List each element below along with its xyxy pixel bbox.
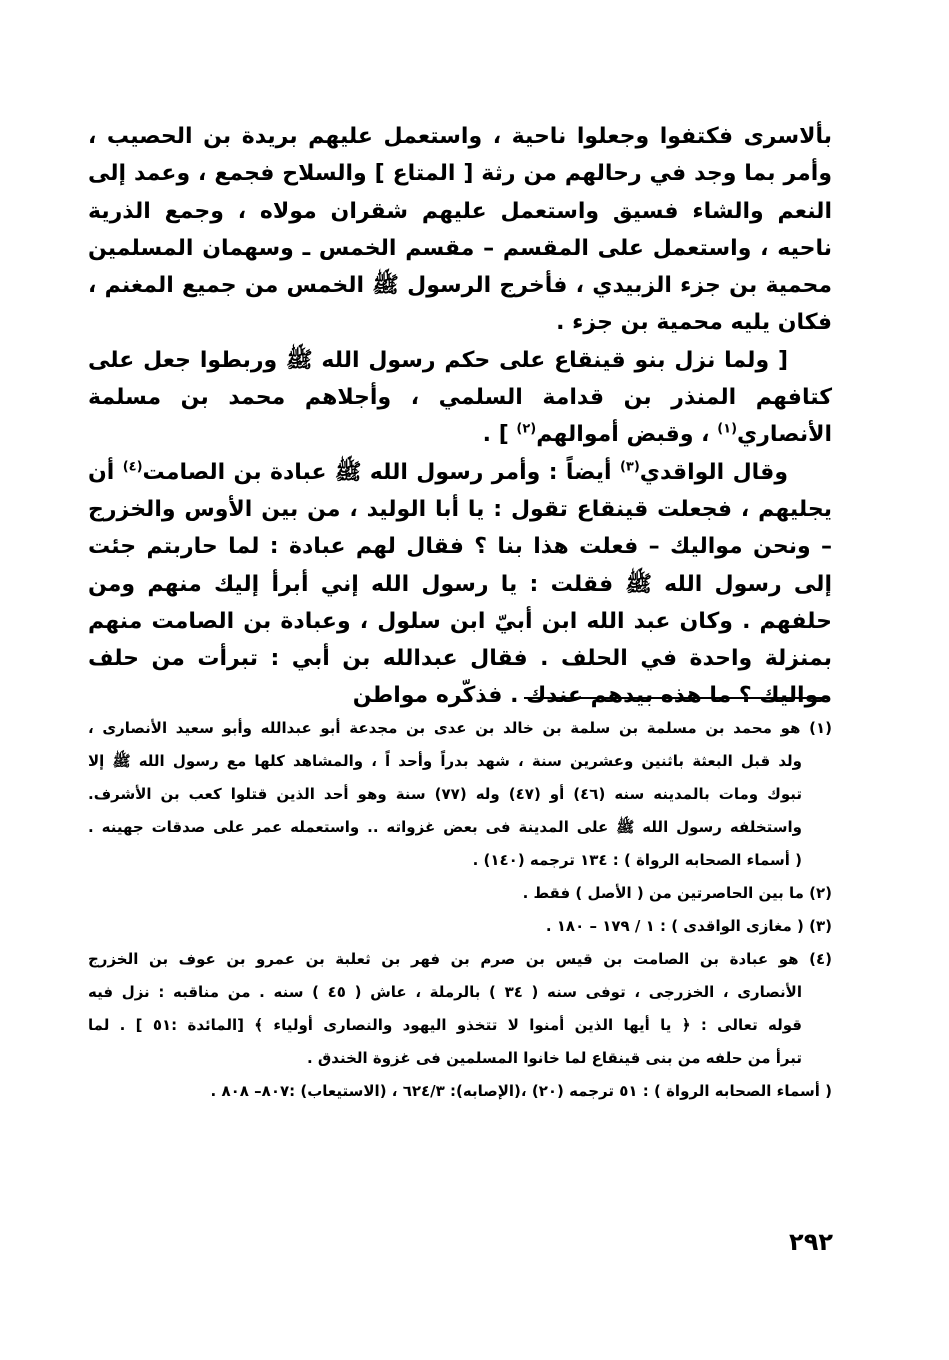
footnote-1-line-5: ( أسماء الصحابه الرواة ) : ١٣٤ ترجمه (١٤٠) . <box>472 851 802 869</box>
paragraph-2 <box>88 342 832 454</box>
footnote-4-line-3: قوله تعالى : ﴿ يا أيها الذين أمنوا لا تتخذو اليهود والنصارى أولياء ﴾ [المائدة :٥١ ] . لما <box>88 1016 802 1034</box>
paragraph-2-text-c: ] . <box>482 422 517 448</box>
footnote-4-line-4: تبرأ من حلفه من بنى قينقاع لما خانوا المسلمين فى غزوة الخندق . <box>306 1049 802 1067</box>
page-number: ٢٩٢ <box>789 1228 833 1256</box>
paragraph-3-text-c: أن يجليهم ، فجعلت قينقاع تقول : يا أبا الوليد ، من بين الأوس والخزرج – ونحن مواليك – فعلت هذا بنا ؟ فقال لهم عبادة : لما حاربتم جئت إلى رسول الله ﷺ فقلت : يا رسول الله إني أبرأ إليك منهم ومن حلفهم . وكان عبد الله ابن أبيّ ابن سلول ، وعبادة بن الصامت منهم بمنزلة واحدة في الحلف . فقال عبدالله بن أبي : تبرأت من حلف مواليك ؟ ما هذه بيدهم عندك . فذكّره مواطن <box>88 459 832 709</box>
footnote-4-line-2: الأنصارى ، الخزرجى ، توفى سنه ( ٣٤ ) بالرملة ، عاش ( ٤٥ ) سنه . من مناقبه : نزل فيه <box>88 983 802 1001</box>
footnotes <box>88 712 832 1108</box>
footnote-4-line-5: ( أسماء الصحابه الرواة ) : ٥١ ترجمه (٢٠) ،(الإصابه): ٦٢٤/٣ ، (الاستيعاب) :٨٠٧– ٨٠٨ . <box>210 1082 832 1100</box>
footnote-2: (٢) ما بين الحاصرتين من ( الأصل ) فقط . <box>522 884 832 902</box>
footnote-ref-1: (١) <box>717 422 738 438</box>
paragraph-2-text-b: ، وقبض أموالهم <box>536 422 718 448</box>
footnote-3: (٣) ( مغازى الواقدى ) : ١ / ١٧٩ – ١٨٠ . <box>545 917 832 935</box>
footnote-ref-3: (٣) <box>619 459 640 475</box>
footnote-4-line-1: (٤) هو عبادة بن الصامت بن قيس بن صرم بن فهر بن ثعلبة بن عمرو بن عوف بن الخزرج <box>88 950 832 968</box>
paragraph-1: بألاسرى فكتفوا وجعلوا ناحية ، واستعمل عليهم بريدة بن الحصيب ، وأمر بما وجد في رحالهم من رثة [ المتاع ] والسلاح فجمع ، وعمد إلى النعم والشاء فسيق واستعمل عليهم شقران مولاه ، وجمع الذرية ناحيه ، واستعمل على المقسم – مقسم الخمس ـ وسهمان المسلمين محمية بن جزء الزبيدي ، فأخرج الرسول ﷺ الخمس من جميع المغنم ، فكان يليه محمية بن جزء . <box>88 124 832 336</box>
paragraph-3 <box>88 454 832 715</box>
paragraph-2-text-a: [ ولما نزل بنو قينقاع على حكم رسول الله ﷺ وربطوا جعل على كتافهم المنذر بن قدامة السلمي ، وأجلاهم محمد بن مسلمة الأنصاري <box>88 347 832 448</box>
footnote-1-line-2: ولد قبل البعثة باثنين وعشرين سنة ، شهد بدراً وأحد اً ، والمشاهد كلها مع رسول الله ﷺ إلا <box>88 752 802 770</box>
footnote-1-line-4: واستخلفه رسول الله ﷺ على المدينة فى بعض غزواته .. واستعمله عمر على صدقات جهينه . <box>88 818 802 836</box>
footnote-1-line-1: (١) هو محمد بن مسلمة بن سلمة بن خالد بن عدى بن مجدعة أبو عبدالله وأبو سعيد الأنصارى ، <box>88 719 832 737</box>
paragraph-3-text-b: أيضاً : وأمر رسول الله ﷺ عبادة بن الصامت <box>142 459 620 485</box>
footnote-ref-2: (٢) <box>516 422 537 438</box>
footnote-1-line-3: تبوك ومات بالمدينه سنه (٤٦) أو (٤٧) وله (٧٧) سنة وهو أحد الذين قتلوا كعب بن الأشرف. <box>88 785 802 803</box>
footnote-divider <box>524 697 827 699</box>
paragraph-3-text-a: وقال الواقدي <box>639 459 788 485</box>
footnote-ref-4: (٤) <box>122 459 143 475</box>
main-text <box>88 118 832 715</box>
